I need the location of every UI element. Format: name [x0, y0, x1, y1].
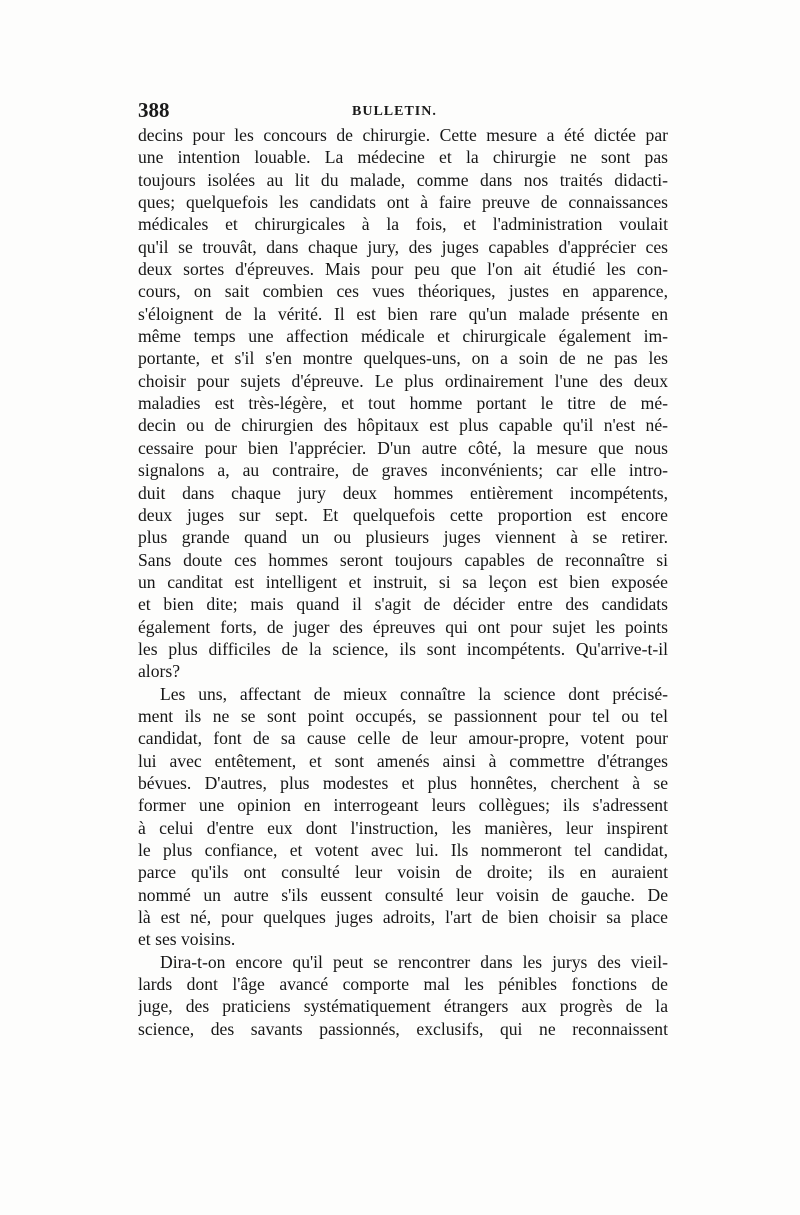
- text-line: duit dans chaque jury deux hommes entièrement incompétents,: [138, 482, 668, 503]
- running-head: BULLETIN.: [352, 104, 437, 119]
- text-line: lards dont l'âge avancé comporte mal les pénibles fonctions de: [138, 974, 668, 995]
- text-line: également forts, de juger des épreuves qui ont pour sujet les points: [138, 616, 668, 637]
- text-line: même temps une affection médicale et chirurgicale également im-: [138, 326, 668, 347]
- page-number: 388: [138, 98, 170, 122]
- paragraph: [138, 951, 668, 1040]
- text-line: un canditat est intelligent et instruit, si sa leçon est bien exposée: [138, 571, 668, 592]
- text-line: Dira-t-on encore qu'il peut se rencontrer dans les jurys des vieil-: [160, 951, 668, 972]
- paragraph: [138, 124, 668, 683]
- text-line: cessaire pour bien l'apprécier. D'un autre côté, la mesure que nous: [138, 437, 668, 458]
- text-line: et bien dite; mais quand il s'agit de décider entre des candidats: [138, 594, 668, 615]
- text-line: maladies est très-légère, et tout homme portant le titre de mé-: [138, 393, 668, 414]
- text-line: une intention louable. La médecine et la chirurgie ne sont pas: [138, 147, 668, 168]
- text-line: lui avec entêtement, et sont amenés ainsi à commettre d'étranges: [138, 750, 668, 771]
- text-line: les plus difficiles de la science, ils sont incompétents. Qu'arrive-t-il: [138, 638, 668, 659]
- text-line: là est né, pour quelques juges adroits, l'art de bien choisir sa place: [138, 907, 668, 928]
- text-line: nommé un autre s'ils eussent consulté leur voisin de gauche. De: [138, 884, 668, 905]
- text-line: parce qu'ils ont consulté leur voisin de droite; ils en auraient: [138, 862, 668, 883]
- text-line: toujours isolées au lit du malade, comme dans nos traités didacti-: [138, 169, 668, 190]
- text-line: juge, des praticiens systématiquement étrangers aux progrès de la: [138, 996, 668, 1017]
- text-line: et ses voisins.: [138, 929, 236, 950]
- text-line: médicales et chirurgicales à la fois, et l'administration voulait: [138, 214, 668, 235]
- text-line: plus grande quand un ou plusieurs juges viennent à se retirer.: [138, 527, 668, 548]
- text-line: alors?: [138, 661, 181, 682]
- text-line: ques; quelquefois les candidats ont à faire preuve de connaissances: [138, 192, 668, 213]
- text-line: former une opinion en interrogeant leurs collègues; ils s'adressent: [138, 795, 668, 816]
- text-line: choisir pour sujets d'épreuve. Le plus ordinairement l'une des deux: [138, 370, 668, 391]
- text-line: deux sortes d'épreuves. Mais pour peu que l'on ait étudié les con-: [138, 259, 668, 280]
- text-line: le plus confiance, et votent avec lui. Ils nommeront tel candidat,: [138, 840, 668, 860]
- page-header: [138, 98, 668, 126]
- text-line: ment ils ne se sont point occupés, se passionnent pour tel ou tel: [138, 705, 668, 726]
- text-line: decin ou de chirurgien des hôpitaux est plus capable qu'il n'est né-: [138, 415, 668, 436]
- text-line: qu'il se trouvât, dans chaque jury, des juges capables d'apprécier ces: [138, 236, 668, 257]
- text-line: deux juges sur sept. Et quelquefois cette proportion est encore: [138, 504, 668, 525]
- paragraph: [138, 683, 668, 951]
- text-line: à celui d'entre eux dont l'instruction, les manières, leur inspirent: [138, 817, 668, 838]
- text-line: bévues. D'autres, plus modestes et plus honnêtes, cherchent à se: [138, 772, 668, 793]
- text-line: science, des savants passionnés, exclusifs, qui ne reconnaissent: [138, 1018, 668, 1039]
- text-line: decins pour les concours de chirurgie. Cette mesure a été dictée par: [138, 125, 668, 145]
- text-line: candidat, font de sa cause celle de leur amour-propre, votent pour: [138, 728, 668, 749]
- text-line: signalons a, au contraire, de graves inconvénients; car elle intro-: [138, 460, 668, 481]
- text-line: portante, et s'il s'en montre quelques-uns, on a soin de ne pas les: [138, 348, 668, 369]
- text-line: Sans doute ces hommes seront toujours capables de reconnaître si: [138, 549, 668, 570]
- text-line: Les uns, affectant de mieux connaître la science dont précisé-: [160, 683, 668, 704]
- text-line: cours, on sait combien ces vues théoriques, justes en apparence,: [138, 281, 668, 302]
- body-text: [138, 124, 668, 1040]
- text-line: s'éloignent de la vérité. Il est bien rare qu'un malade présente en: [138, 303, 668, 324]
